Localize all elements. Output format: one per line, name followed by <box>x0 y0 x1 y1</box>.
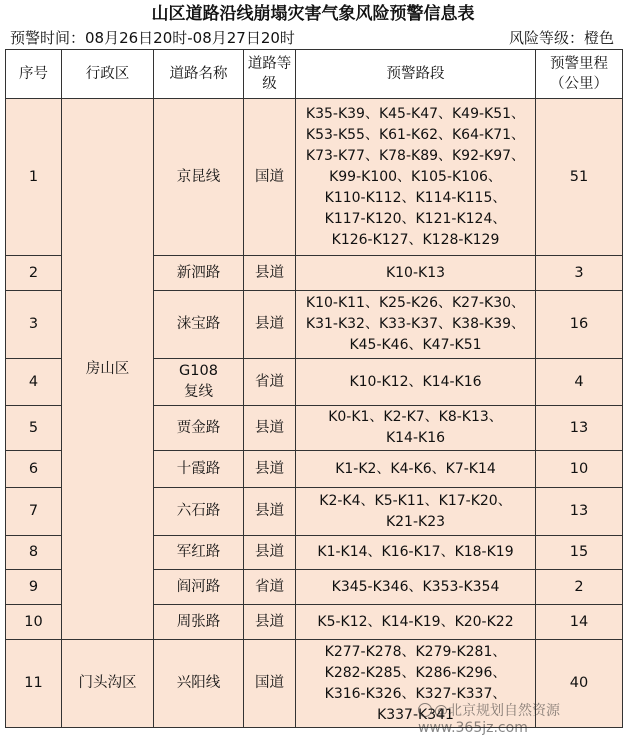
cell-seq: 1 <box>6 99 62 256</box>
cell-road: 军红路 <box>154 536 244 570</box>
watermark: @北京规划自然资源 www.365jz.com <box>418 703 560 736</box>
cell-segments: K1-K14、K16-K17、K18-K19 <box>296 536 536 570</box>
cell-seq: 11 <box>6 640 62 728</box>
cell-district: 门头沟区 <box>62 640 154 728</box>
cell-mileage: 13 <box>536 406 623 451</box>
cell-road: 六石路 <box>154 488 244 536</box>
warning-time: 预警时间：08月26日20时-08月27日20时 <box>10 29 295 47</box>
cell-road: 阎河路 <box>154 570 244 605</box>
subtitle-bar <box>10 27 614 49</box>
cell-segments: K10-K11、K25-K26、K27-K30、 K31-K32、K33-K37、K38-K39、 K45-K46、K47-K51 <box>296 291 536 359</box>
cell-segments: K277-K278、K279-K281、 K282-K285、K286-K296、 K316-K326、K327-K337、 K337-K341 <box>296 640 536 728</box>
cell-segments: K10-K12、K14-K16 <box>296 359 536 406</box>
cell-grade: 县道 <box>244 488 296 536</box>
cell-grade: 省道 <box>244 359 296 406</box>
cell-mileage: 2 <box>536 570 623 605</box>
cell-grade: 县道 <box>244 451 296 488</box>
cell-mileage: 3 <box>536 256 623 291</box>
cell-segments: K1-K2、K4-K6、K7-K14 <box>296 451 536 488</box>
risk-level: 风险等级：橙色 <box>508 29 614 47</box>
cell-grade: 县道 <box>244 536 296 570</box>
cell-seq: 3 <box>6 291 62 359</box>
weibo-icon <box>418 703 432 717</box>
cell-segments: K345-K346、K353-K354 <box>296 570 536 605</box>
cell-mileage: 16 <box>536 291 623 359</box>
cell-road: 京昆线 <box>154 99 244 256</box>
cell-road: 新泗路 <box>154 256 244 291</box>
cell-mileage: 13 <box>536 488 623 536</box>
header-district: 行政区 <box>62 50 154 99</box>
cell-grade: 县道 <box>244 291 296 359</box>
cell-district: 房山区 <box>62 99 154 640</box>
cell-road: 贾金路 <box>154 406 244 451</box>
cell-grade: 国道 <box>244 99 296 256</box>
table-row <box>6 99 623 256</box>
cell-seq: 8 <box>6 536 62 570</box>
cell-road: 十霞路 <box>154 451 244 488</box>
cell-seq: 9 <box>6 570 62 605</box>
cell-road: G108 复线 <box>154 359 244 406</box>
cell-mileage: 40 <box>536 640 623 728</box>
cell-seq: 10 <box>6 605 62 640</box>
cell-road: 涞宝路 <box>154 291 244 359</box>
cell-seq: 2 <box>6 256 62 291</box>
cell-seq: 4 <box>6 359 62 406</box>
header-mileage: 预警里程（公里） <box>536 50 623 99</box>
header-segments: 预警路段 <box>296 50 536 99</box>
cell-segments: K5-K12、K14-K19、K20-K22 <box>296 605 536 640</box>
header-road-name: 道路名称 <box>154 50 244 99</box>
page-title: 山区道路沿线崩塌灾害气象风险预警信息表 <box>151 4 475 24</box>
header-road-grade: 道路等级 <box>244 50 296 99</box>
cell-grade: 县道 <box>244 406 296 451</box>
cell-segments: K10-K13 <box>296 256 536 291</box>
cell-segments: K0-K1、K2-K7、K8-K13、 K14-K16 <box>296 406 536 451</box>
cell-mileage: 4 <box>536 359 623 406</box>
cell-seq: 7 <box>6 488 62 536</box>
cell-mileage: 51 <box>536 99 623 256</box>
cell-mileage: 14 <box>536 605 623 640</box>
cell-mileage: 15 <box>536 536 623 570</box>
cell-grade: 省道 <box>244 570 296 605</box>
cell-segments: K2-K4、K5-K11、K17-K20、 K21-K23 <box>296 488 536 536</box>
header-seq: 序号 <box>6 50 62 99</box>
cell-grade: 县道 <box>244 605 296 640</box>
warning-table <box>5 49 623 728</box>
cell-seq: 5 <box>6 406 62 451</box>
cell-road: 兴阳线 <box>154 640 244 728</box>
cell-grade: 县道 <box>244 256 296 291</box>
cell-mileage: 10 <box>536 451 623 488</box>
cell-road: 周张路 <box>154 605 244 640</box>
cell-grade: 国道 <box>244 640 296 728</box>
cell-seq: 6 <box>6 451 62 488</box>
cell-segments: K35-K39、K45-K47、K49-K51、 K53-K55、K61-K62、K64-K71、 K73-K77、K78-K89、K92-K97、 K99-K100、K105-K106、 K110-K112、K114-K115、 K117-K120、K121-K124、 K126-K127、K128-K129 <box>296 99 536 256</box>
table-header-row <box>6 50 623 99</box>
